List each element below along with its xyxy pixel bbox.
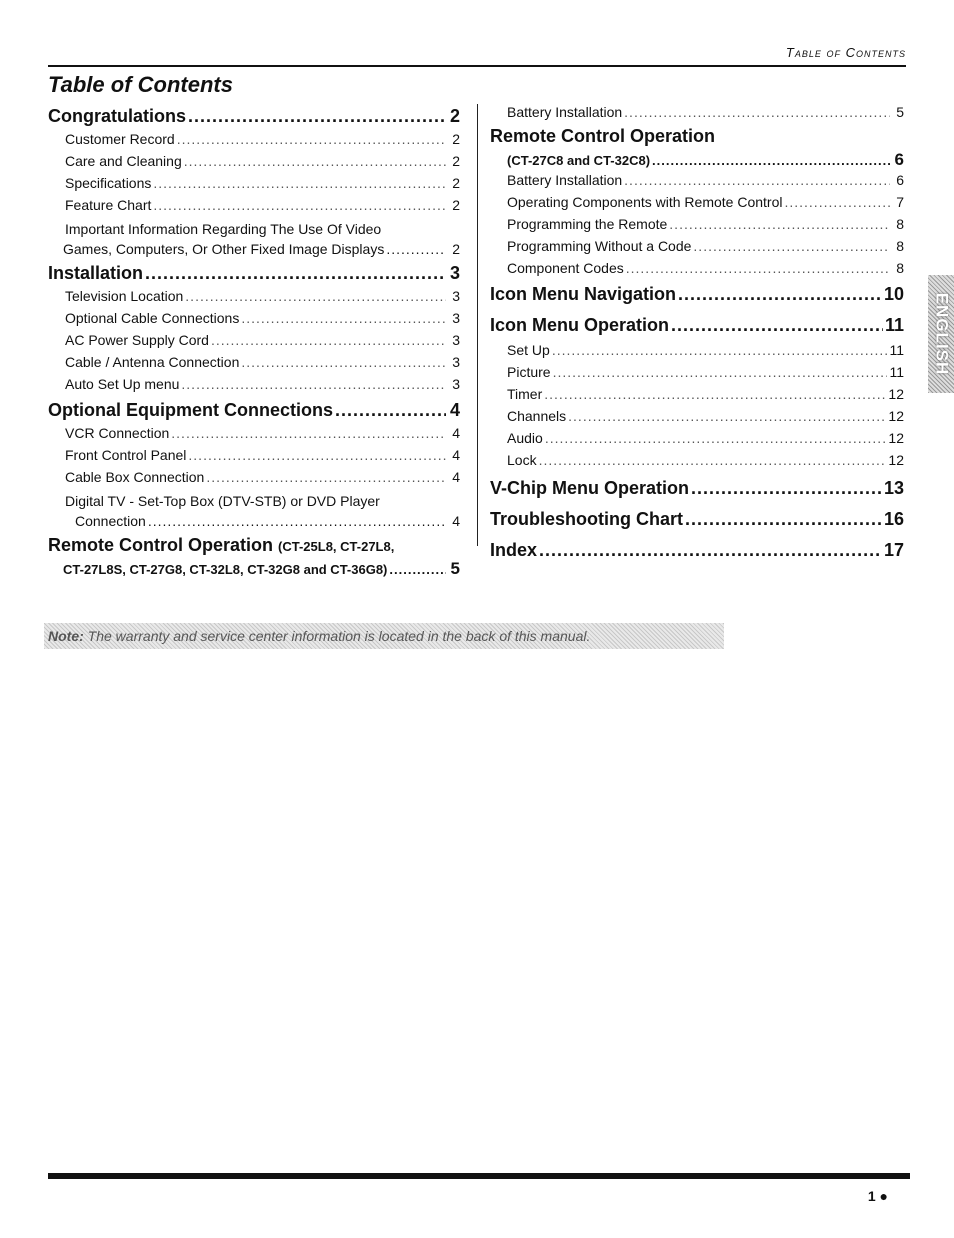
note-bar	[44, 623, 724, 649]
toc-item[interactable]: Timer ..... 12	[490, 386, 904, 408]
toc-item[interactable]: Customer Record ..... 2	[48, 131, 460, 153]
toc-left-column	[48, 104, 460, 579]
toc-item[interactable]: Care and Cleaning ..... 2	[48, 153, 460, 175]
toc-item[interactable]: Channels ..... 12	[490, 408, 904, 430]
toc-item[interactable]: VCR Connection ..... 4	[48, 425, 460, 447]
column-divider	[477, 104, 478, 546]
toc-item[interactable]: Cable / Antenna Connection ..... 3	[48, 354, 460, 376]
language-side-tab	[928, 275, 954, 393]
toc-item[interactable]: Front Control Panel ..... 4	[48, 447, 460, 469]
toc-item[interactable]: Battery Installation ..... 5	[490, 104, 904, 126]
toc-section-remote-control-1[interactable]: Remote Control Operation (CT-25L8, CT-27L8, CT-27L8S, CT-27G8, CT-32L8, CT-32G8 and CT-36G8) ..... 5	[48, 535, 460, 579]
toc-section-optional-equipment[interactable]: Optional Equipment Connections ..... 4	[48, 400, 460, 425]
toc-section-troubleshooting[interactable]: Troubleshooting Chart ..... 16	[490, 509, 904, 538]
toc-section-congratulations[interactable]: Congratulations ..... 2	[48, 106, 460, 131]
toc-item-digital-tv[interactable]: Digital TV - Set-Top Box (DTV-STB) or DVD Player Connection ..... 4	[48, 491, 460, 533]
toc-item[interactable]: Television Location ..... 3	[48, 288, 460, 310]
toc-section-installation[interactable]: Installation ..... 3	[48, 263, 460, 288]
language-tab-label: ENGLISH	[932, 292, 951, 376]
toc-section-icon-menu-operation[interactable]: Icon Menu Operation ..... 11	[490, 315, 904, 342]
page-number: 1 ●	[867, 1188, 888, 1204]
toc-item[interactable]: Component Codes ..... 8	[490, 260, 904, 282]
toc-item[interactable]: Cable Box Connection ..... 4	[48, 469, 460, 491]
toc-right-column	[490, 104, 904, 569]
footer-rule	[48, 1173, 910, 1179]
toc-item[interactable]: Specifications ..... 2	[48, 175, 460, 197]
toc-section-remote-control-2[interactable]: Remote Control Operation (CT-27C8 and CT-32C8) ..... 6	[490, 126, 904, 172]
running-head-text: Table of Contents	[785, 45, 906, 60]
toc-section-icon-menu-navigation[interactable]: Icon Menu Navigation ..... 10	[490, 284, 904, 313]
toc-item[interactable]: Battery Installation ..... 6	[490, 172, 904, 194]
note-text: The warranty and service center information is located in the back of this manual.	[87, 628, 591, 644]
running-head	[48, 44, 906, 67]
toc-item[interactable]: Set Up ..... 11	[490, 342, 904, 364]
toc-item-important-information[interactable]: Important Information Regarding The Use Of Video Games, Computers, Or Other Fixed Image Displays ..... 2	[48, 219, 460, 261]
toc-item[interactable]: Audio ..... 12	[490, 430, 904, 452]
toc-item[interactable]: Feature Chart ..... 2	[48, 197, 460, 219]
page-title: Table of Contents	[48, 72, 233, 97]
toc-section-index[interactable]: Index ..... 17	[490, 540, 904, 569]
toc-item[interactable]: Operating Components with Remote Control ..... 7	[490, 194, 904, 216]
toc-item[interactable]: Programming the Remote ..... 8	[490, 216, 904, 238]
toc-item[interactable]: Programming Without a Code ..... 8	[490, 238, 904, 260]
toc-item[interactable]: AC Power Supply Cord ..... 3	[48, 332, 460, 354]
toc-section-vchip[interactable]: V-Chip Menu Operation ..... 13	[490, 478, 904, 507]
note-label: Note:	[48, 628, 84, 644]
toc-item[interactable]: Auto Set Up menu ..... 3	[48, 376, 460, 398]
toc-item[interactable]: Picture ..... 11	[490, 364, 904, 386]
toc-item[interactable]: Optional Cable Connections ..... 3	[48, 310, 460, 332]
toc-item[interactable]: Lock ..... 12	[490, 452, 904, 474]
